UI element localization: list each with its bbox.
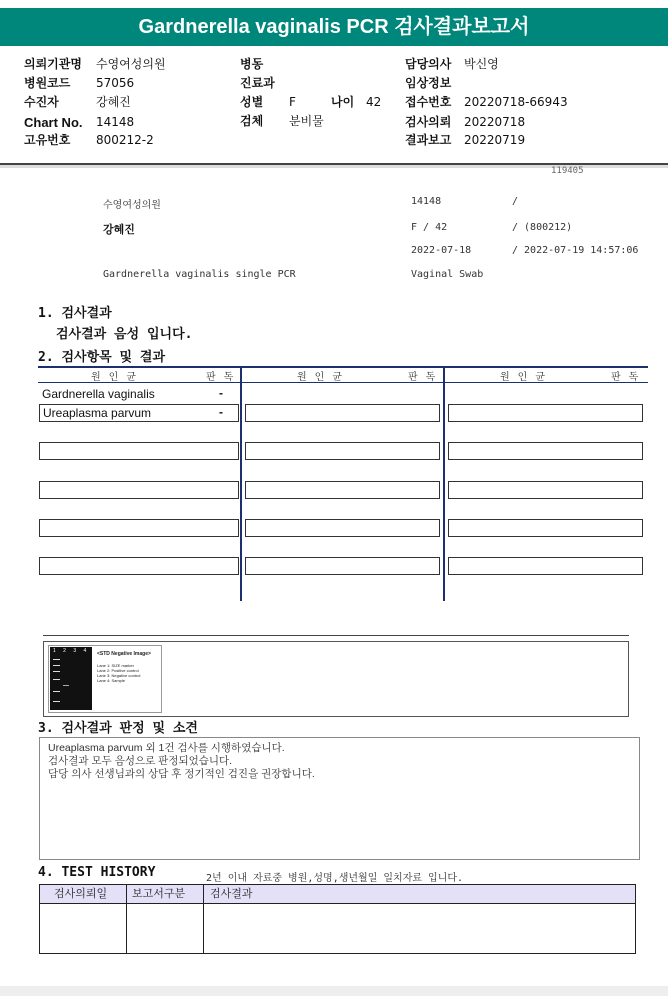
gel-image-title: <STD Negative Image>: [97, 651, 151, 657]
gel-lane-numbers: 1 2 3 4: [53, 648, 90, 654]
section3-title: 3. 검사결과 판정 및 소견: [38, 721, 198, 736]
gel-lanes-image: [50, 647, 92, 710]
section2-title: 2. 검사항목 및 결과: [38, 350, 166, 365]
report-date-label: 결과보고: [405, 133, 452, 147]
cut-id: 119405: [551, 166, 584, 176]
sex-value: F: [289, 95, 296, 109]
ward-label: 병동: [240, 57, 264, 71]
pathogen-name: Ureaplasma parvum: [43, 406, 152, 420]
hospital-code-label: 병원코드: [24, 76, 71, 90]
section1-title: 1. 검사결과: [38, 306, 112, 321]
request-date-label: 검사의뢰: [405, 115, 452, 129]
col-pathogen-3: 원 인 균: [500, 372, 547, 383]
sub-specimen: Vaginal Swab: [411, 269, 484, 280]
history-divider-1: [126, 885, 127, 953]
history-divider-2: [203, 885, 204, 953]
opinion-line: 담당 의사 선생님과의 상담 후 정기적인 검진을 권장합니다.: [48, 768, 315, 780]
sub-patient: 강혜진: [103, 223, 135, 236]
col-judgement-3: 판 독: [611, 372, 640, 383]
history-col-report-type: 보고서구분: [132, 887, 186, 900]
opinion-line: 검사결과 모두 음성으로 판정되었습니다.: [48, 755, 233, 767]
specimen-value: 분비물: [289, 114, 324, 128]
result-cell: [245, 557, 440, 575]
result-cell: [448, 481, 643, 499]
result-cell: [245, 519, 440, 537]
table-divider-1: [240, 366, 242, 601]
result-cell: [39, 519, 239, 537]
gel-legend-2: Lane 2: Positive control: [97, 668, 139, 673]
institution-label: 의뢰기관명: [24, 57, 82, 71]
history-table: [39, 884, 636, 954]
opinion-box: [39, 737, 640, 860]
history-col-request-date: 검사의뢰일: [54, 887, 108, 900]
receipt-no-label: 접수번호: [405, 95, 452, 109]
patient-value: 강혜진: [96, 95, 131, 109]
result-cell: [245, 481, 440, 499]
specimen-label: 검체: [240, 114, 264, 128]
col-pathogen-2: 원 인 균: [297, 372, 344, 383]
history-note: 2년 이내 자료중 병원,성명,생년월일 일치자료 입니다.: [206, 873, 464, 884]
result-cell: [245, 404, 440, 422]
clinical-info-label: 임상정보: [405, 76, 452, 90]
section1-result: 검사결과 음성 입니다.: [56, 327, 193, 342]
section4-title: 4. TEST HISTORY: [38, 865, 156, 880]
pathogen-name: Gardnerella vaginalis: [42, 387, 155, 401]
chart-no-label: Chart No.: [24, 115, 83, 130]
request-date-value: 20220718: [464, 115, 526, 129]
report-title: Gardnerella vaginalis PCR 검사결과보고서: [0, 8, 668, 46]
col-judgement-1: 판 독: [206, 372, 235, 383]
department-label: 진료과: [240, 76, 275, 90]
result-cell: [39, 481, 239, 499]
institution-value: 수영여성의원: [96, 57, 166, 71]
gel-legend-3: Lane 3: Negative control: [97, 673, 141, 678]
image-top-rule: [43, 635, 629, 636]
sex-label: 성별: [240, 95, 264, 109]
gel-legend-1: Lane 1: SIZE marker: [97, 663, 134, 668]
sub-sex-age: F / 42: [411, 222, 448, 233]
opinion-line: Ureaplasma parvum 외 1건 검사를 시행하였습니다.: [48, 742, 285, 754]
col-judgement-2: 판 독: [408, 372, 437, 383]
sub-reported: / 2022-07-19 14:57:06: [512, 245, 639, 256]
result-cell: [39, 442, 239, 460]
result-cell: [448, 557, 643, 575]
col-pathogen-1: 원 인 균: [91, 372, 138, 383]
chart-no-value: 14148: [96, 115, 135, 129]
sub-chart: 14148: [411, 196, 442, 207]
sub-test-name: Gardnerella vaginalis single PCR: [103, 269, 296, 280]
age-label: 나이: [331, 95, 355, 109]
hospital-code-value: 57056: [96, 76, 135, 90]
page-bottom-bar: [0, 986, 668, 996]
pathogen-result: -: [219, 386, 223, 400]
sub-received: 2022-07-18: [411, 245, 472, 256]
pathogen-result: -: [219, 405, 223, 419]
result-cell: [245, 442, 440, 460]
table-divider-2: [443, 366, 445, 601]
unique-no-label: 고유번호: [24, 133, 71, 147]
gel-legend-4: Lane 4: Sample: [97, 678, 126, 683]
history-table-header: [40, 885, 635, 904]
sub-birth: / (800212): [512, 222, 573, 233]
result-cell: [448, 519, 643, 537]
patient-label: 수진자: [24, 95, 59, 109]
receipt-no-value: 20220718-66943: [464, 95, 568, 109]
doctor-value: 박신영: [464, 57, 499, 71]
sub-institution: 수영여성의원: [103, 200, 161, 211]
history-col-result: 검사결과: [210, 887, 253, 900]
result-cell: [448, 442, 643, 460]
sub-slash: /: [512, 196, 519, 207]
result-cell: [448, 404, 643, 422]
report-date-value: 20220719: [464, 133, 526, 147]
result-cell: [39, 557, 239, 575]
doctor-label: 담당의사: [405, 57, 452, 71]
unique-no-value: 800212-2: [96, 133, 154, 147]
age-value: 42: [366, 95, 382, 109]
result-cell: [39, 404, 239, 422]
